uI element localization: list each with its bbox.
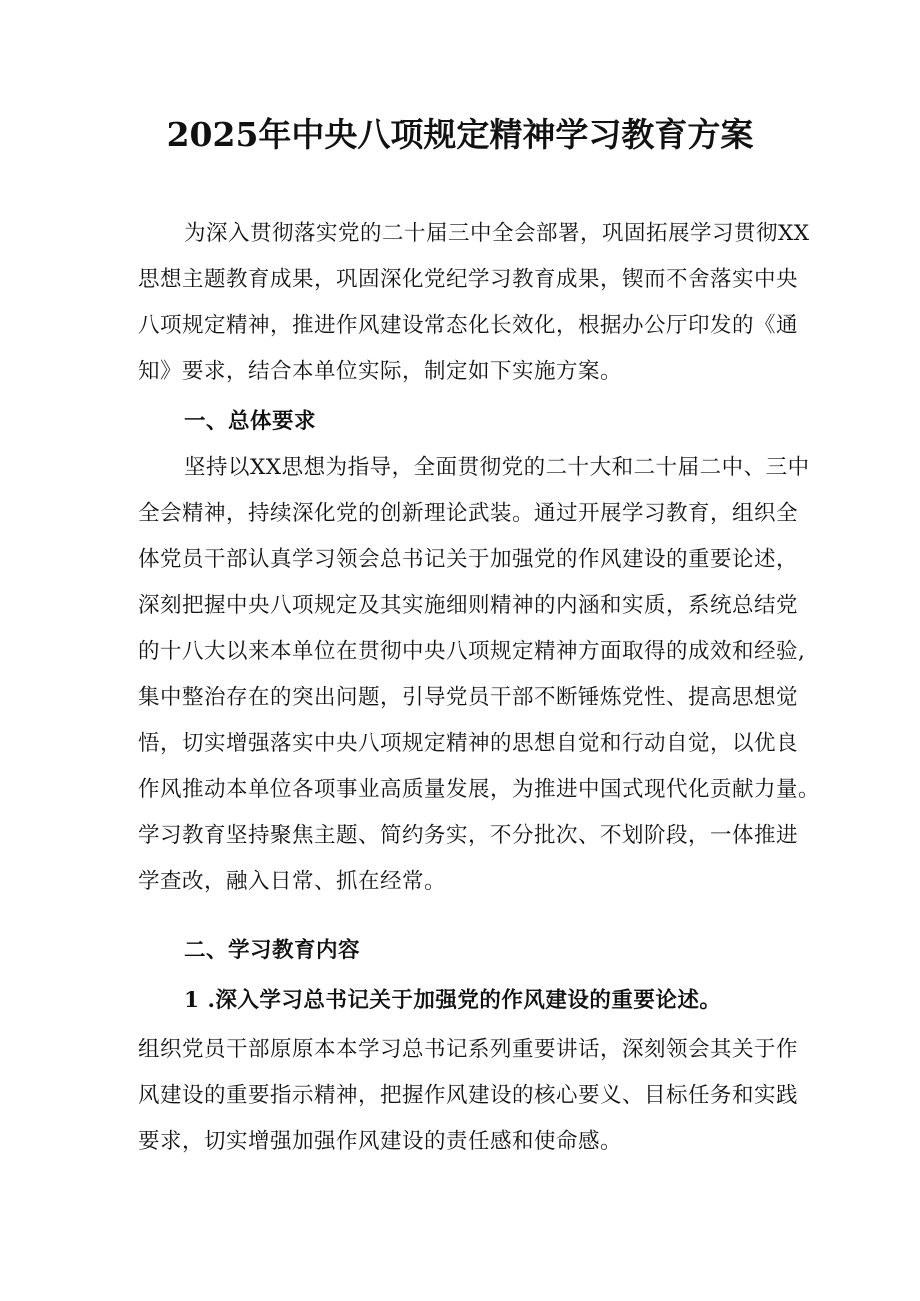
paragraph-line: 的十八大以来本单位在贯彻中央八项规定精神方面取得的成效和经验, (138, 639, 806, 664)
paragraph-line: 为深入贯彻落实党的二十届三中全会部署，巩固拓展学习贯彻XX (184, 221, 810, 246)
paragraph-line: 学查改，融入日常、抓在经常。 (138, 869, 447, 894)
paragraph-line: 集中整治存在的突出问题，引导党员干部不断锤炼党性、提高思想觉 (138, 685, 799, 710)
document-title: 2025年中央八项规定精神学习教育方案 (166, 115, 754, 154)
paragraph-line: 要求，切实增强加强作风建设的责任感和使命感。 (138, 1129, 623, 1154)
paragraph-line: 悟，切实增强落实中央八项规定精神的思想自觉和行动自觉，以优良 (138, 731, 799, 756)
intro-paragraph (138, 211, 810, 395)
section-heading-general-requirements: 一、总体要求 (184, 409, 317, 434)
general-requirements-paragraph (138, 445, 821, 905)
paragraph-line: 组织党员干部原原本本学习总书记系列重要讲话，深刻领会其关于作 (138, 1037, 799, 1062)
paragraph-line: 作风推动本单位各项事业高质量发展，为推进中国式现代化贡献力量。 (138, 777, 821, 802)
paragraph-line: 八项规定精神，推进作风建设常态化长效化，根据办公厅印发的《通 (138, 313, 799, 338)
subsection-heading: 1 .深入学习总书记关于加强党的作风建设的重要论述。 (184, 988, 722, 1013)
paragraph-line: 体党员干部认真学习领会总书记关于加强党的作风建设的重要论述， (138, 547, 799, 572)
paragraph-line: 思想主题教育成果，巩固深化党纪学习教育成果，锲而不舍落实中央 (138, 267, 799, 292)
paragraph-line: 坚持以XX思想为指导，全面贯彻党的二十大和二十届二中、三中 (184, 455, 810, 480)
paragraph-line: 风建设的重要指示精神，把握作风建设的核心要义、目标任务和实践 (138, 1083, 799, 1108)
paragraph-line: 深刻把握中央八项规定及其实施细则精神的内涵和实质，系统总结党 (138, 593, 799, 618)
paragraph-line: 知》要求，结合本单位实际，制定如下实施方案。 (138, 359, 623, 384)
paragraph-line: 全会精神，持续深化党的创新理论武装。通过开展学习教育，组织全 (138, 501, 799, 526)
paragraph-line: 学习教育坚持聚焦主题、简约务实，不分批次、不划阶段，一体推进 (138, 823, 799, 848)
subsection-paragraph (138, 1027, 798, 1165)
section-heading-study-content: 二、学习教育内容 (184, 938, 361, 963)
